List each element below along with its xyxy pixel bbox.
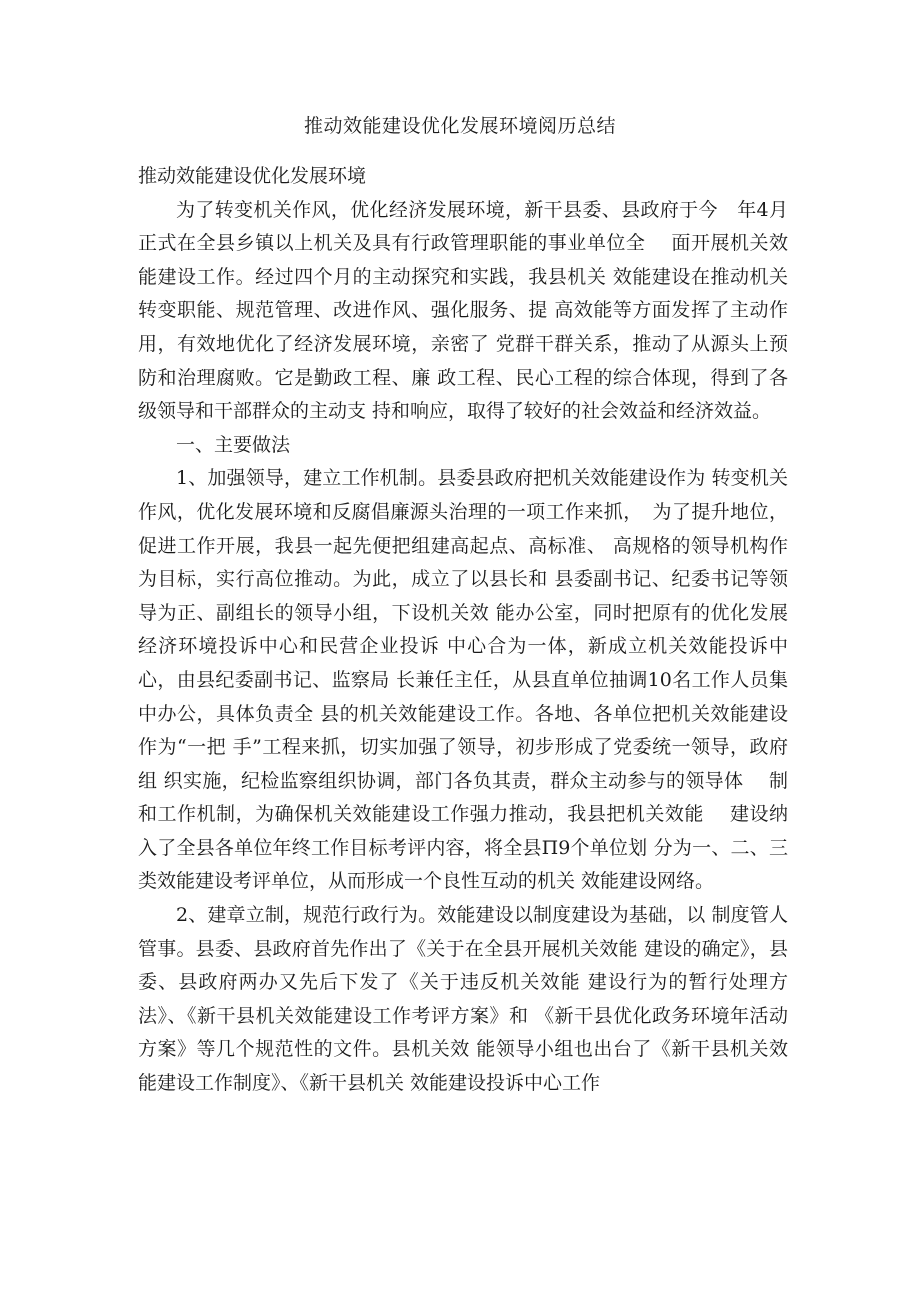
document-title: 推动效能建设优化发展环境阅历总结 [303,115,616,137]
paragraph-leadership: 1、加强领导，建立工作机制。县委县政府把机关效能建设作为 转变机关作风，优化发展环境和反腐倡廉源头治理的一项工作来抓， 为了提升地位，促进工作开展，我县一起先便把组建高起点、高标准、 高规格的领导机构作为目标，实行高位推动。为此，成立了以县长和 县委副书记、纪委书记等领导为正、副组长的领导小组，下设机关效 能办公室，同时把原有的优化发展经济环境投诉中心和民营企业投诉 中心合为一体，新成立机关效能投诉中心，由县纪委副书记、监察局 长兼任主任，从县直单位抽调10名工作人员集中办公，具体负责全 县的机关效能建设工作。各地、各单位把机关效能建设作为“一把 手”工程来抓，切实加强了领导，初步形成了党委统一领导，政府组 织实施，纪检监察组织协调，部门各负其责，群众主动参与的领导体 制和工作机制，为确保机关效能建设工作强力推动，我县把机关效能 建设纳入了全县各单位年终工作目标考评内容，将全县Π9个单位划 分为一、二、三类效能建设考评单位，从而形成一个良性互动的机关 效能建设网络。 [138,467,788,893]
paragraph-intro: 为了转变机关作风，优化经济发展环境，新干县委、县政府于今 年4月正式在全县乡镇以上机关及具有行政管理职能的事业单位全 面开展机关效能建设工作。经过四个月的主动探究和实践，我县机关 效能建设在推动机关转变职能、规范管理、改进作风、强化服务、提 高效能等方面发挥了主动作用，有效地优化了经济发展环境，亲密了 党群干群关系，推动了从源头上预防和治理腐败。它是勤政工程、廉 政工程、民心工程的综合体现，得到了各级领导和干部群众的主动支 持和响应，取得了较好的社会效益和经济效益。 [138,198,788,423]
paragraph-regulations: 2、建章立制，规范行政行为。效能建设以制度建设为基础，以 制度管人管事。县委、县政府首先作出了《关于在全县开展机关效能 建设的确定》，县委、县政府两办又先后下发了《关于违反机关效能 建设行为的暂行处理方法》、《新干县机关效能建设工作考评方案》和 《新干县优化政务环境年活动方案》等几个规范性的文件。县机关效 能领导小组也出台了《新干县机关效能建设工作制度》、《新干县机关 效能建设投诉中心工作 [138,904,788,1095]
document-subtitle: 推动效能建设优化发展环境 [138,165,367,187]
document-body [138,160,788,1101]
section-heading-main-practices: 一、主要做法 [176,433,291,456]
